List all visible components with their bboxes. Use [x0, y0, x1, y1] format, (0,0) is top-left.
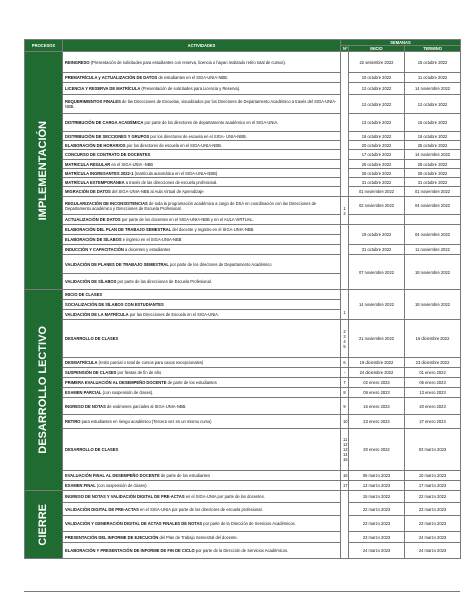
start-date: 19 diciembre 2022 [349, 358, 405, 368]
activity-row: ACTUALIZACIÓN DE DATOS por parte de los docentes en el SIGA-UNIA-NBB y en el AULA VIRTUAL. [63, 215, 341, 225]
start-date: 13 marzo 2023 [349, 481, 405, 491]
end-date: 28 octubre 2022 [405, 160, 461, 169]
end-date: 14 noviembre 2022 [405, 150, 461, 160]
week-number: 1 [341, 290, 349, 320]
activity-row: INDUCCIÓN Y CAPACITACIÓN a docentes y estudiantes [63, 245, 341, 255]
week-number: 7 [341, 378, 349, 388]
activity-row: REINGRESO (Presentación de solicitudes para estudiantes con reserva, licencia o hayan realizado retiro total de cursos). [63, 52, 341, 73]
process-desarrollo-lectivo: DESARROLLO LECTIVO [25, 290, 63, 491]
week-number: 16 [341, 471, 349, 481]
end-date: 16 diciembre 2022 [405, 320, 461, 358]
activity-row: VALIDACIÓN DE SÍLABOS por parte de las direcciones de Escuela Profesional. [63, 274, 341, 290]
end-date: 15 octubre 2022 [405, 52, 461, 73]
start-date: 16 enero 2023 [349, 398, 405, 415]
end-date: 23 marzo 2023 [405, 516, 461, 532]
start-date: 02 enero 2023 [349, 378, 405, 388]
end-date: 10 marzo 2023 [405, 471, 461, 481]
activity-row: LICENCIA Y RESERVA DE MATRÍCULA (Presentación de solicitudes para Licencia y Reserva). [63, 83, 341, 95]
activity-row: VALIDACIÓN DE PLANES DE TRABAJO SEMESTRAL por parte de los directores de Departamento Académico [63, 255, 341, 274]
end-date: 24 marzo 2023 [405, 532, 461, 543]
activity-row: DISTRIBUCIÓN DE CARGA ACADÉMICA por parte de los directores de departamento académico en el SIGA-UNIA. [63, 114, 341, 132]
start-date: 22 marzo 2023 [349, 503, 405, 516]
activity-row: MATRICULA REGULAR en el SIGA-UNIA -NBB [63, 160, 341, 169]
activity-row: EXAMEN FINAL (con suspensión de clases). [63, 481, 341, 491]
end-date: 16 octubre 2022 [405, 114, 461, 132]
start-date: 01 noviembre 2022 [349, 187, 405, 197]
process-implementacion: IMPLEMENTACIÓN [25, 52, 63, 290]
end-date: 18 noviembre 2022 [405, 255, 461, 290]
end-date: 25 octubre 2022 [405, 141, 461, 150]
week-number [341, 225, 349, 290]
start-date: 07 noviembre 2022 [349, 255, 405, 290]
start-date: 10 octubre 2022 [349, 73, 405, 83]
start-date [349, 215, 405, 225]
header-semanas: SEMANAS [341, 40, 461, 46]
activity-row: DESARROLLO DE CLASES [63, 320, 341, 358]
start-date: 09 enero 2023 [349, 388, 405, 398]
start-date: 23 marzo 2023 [349, 532, 405, 543]
week-number: - [341, 368, 349, 378]
end-date: 01 noviembre 2022 [405, 187, 461, 197]
activity-row: EVALUACIÓN FINAL AL DESEMPEÑO DOCENTE de parte de los estudiantes [63, 471, 341, 481]
start-date: 21 noviembre 2022 [349, 320, 405, 358]
start-date: 12 octubre 2022 [349, 95, 405, 114]
start-date: 12 octubre 2022 [349, 83, 405, 95]
end-date: 20 enero 2023 [405, 398, 461, 415]
activity-row: DESMATRÍCULA (retiro parcial o total de cursos para casos excepcionales) [63, 358, 341, 368]
end-date: 17 marzo 2023 [405, 481, 461, 491]
start-date: 26 octubre 2022 [349, 160, 405, 169]
calendar-table [24, 39, 461, 559]
activity-row: ELABORACIÓN DEL PLAN DE TRABAJO SEMESTRAL del docente y registro en el SIGA-UNIA-NBB. [63, 225, 341, 235]
activity-row: MATRÍCULA EXTEMPORÁNEA a través de las direcciones de escuela profesional. [63, 178, 341, 187]
activity-row: ELABORACIÓN Y PRESENTACIÓN DE INFORME DE FIN DE CICLO por parte de la Dirección de Servicios Académicos. [63, 543, 341, 559]
start-date: 23 marzo 2023 [349, 516, 405, 532]
end-date: 27 enero 2023 [405, 415, 461, 429]
end-date: 22 marzo 2022 [405, 491, 461, 503]
start-date: 02 noviembre 2022 [349, 197, 405, 215]
activity-row: PREMATRÍCULA y ACTUALIZACIÓN DE DATOS de estudiantes en el SIGA-UNIA-NBB. [63, 73, 341, 83]
activity-row: MATRÍCULA INGRESANTES 2022-1 (matrícula automática en el SIGA-UNIA-NBB). [63, 169, 341, 178]
end-date: 13 enero 2023 [405, 388, 461, 398]
start-date: 15 marzo 2022 [349, 491, 405, 503]
start-date: 19 octubre 2022 [349, 225, 405, 245]
start-date: 23 enero 2023 [349, 415, 405, 429]
week-number: 11 12 13 14 15 [341, 429, 349, 471]
activity-row: INICIO DE CLASES [63, 290, 341, 300]
end-date: 14 noviembre 2022 [405, 83, 461, 95]
table-bottom-border [24, 591, 460, 596]
end-date: 04 noviembre 2022 [405, 225, 461, 245]
activity-row: SUSPENSIÓN DE CLASES por fiestas de fin de año [63, 368, 341, 378]
activity-row: SOCIALIZACIÓN DE SÍLABOS CON ESTUDIANTES [63, 300, 341, 310]
start-date: 30 enero 2022 [349, 429, 405, 471]
week-number: 10 [341, 415, 349, 429]
activity-row: EXAMEN PARCIAL (con suspensión de clases). [63, 388, 341, 398]
header-procesos: PROCESOS [25, 40, 63, 52]
activity-row: VALIDACIÓN DIGITAL DE PRE-ACTAS en el SIGA-UNIA por parte de los directores de escuela profesional. [63, 503, 341, 516]
activity-row: VALIDACIÓN DE LA MATRÍCULA por las Direcciones de Escuela en el SIGA-UNIA. [63, 310, 341, 320]
start-date: 31 octubre 2022 [349, 245, 405, 255]
end-date: 11 octubre 2022 [405, 73, 461, 83]
activity-row: DESARROLLO DE CLASES [63, 429, 341, 471]
header-termino: TERMINO [405, 46, 461, 52]
end-date: 18 noviembre 2022 [405, 290, 461, 320]
activity-row: PRIMERA EVALUACIÓN AL DESEMPEÑO DOCENTE de parte de los estudiantes [63, 378, 341, 388]
start-date: 20 octubre 2022 [349, 141, 405, 150]
week-number: 6 [341, 358, 349, 368]
end-date: 03 marzo 2023 [405, 429, 461, 471]
header-inicio: INICIO [349, 46, 405, 52]
start-date: 17 octubre 2022 [349, 150, 405, 160]
start-date: 31 octubre 2022 [349, 178, 405, 187]
end-date: 19 octubre 2022 [405, 132, 461, 141]
activity-row: REQUERIMIENTOS FINALES de las Direcciones de Escuelas, visualizados por los Directores de Departamento Académico a través del SIGA-UNIA-NBB. [63, 95, 341, 114]
activity-row: REGULARIZACIÓN DE INCONSISTENCIAS de toda la programación académica a cargo de DSA en coordinación con las Direcciones de Departamento académico y Direcciones de Escuela Profesional. [63, 197, 341, 215]
week-number: 17 [341, 481, 349, 491]
end-date: 04 noviembre 2022 [405, 197, 461, 215]
end-date: 12 octubre 2022 [405, 95, 461, 114]
activity-row: ELABORACIÓN DE HORARIOS por los directores de escuela en el SIGA-UNIA-NBB. [63, 141, 341, 150]
start-date: 14 noviembre 2022 [349, 290, 405, 320]
end-date: 23 diciembre 2022 [405, 358, 461, 368]
start-date: 19 octubre 2022 [349, 132, 405, 141]
activity-row: INGRESO DE NOTAS Y VALIDACIÓN DIGITAL DE PRE-ACTAS en el SIGA-UNIA por parte de los docentes. [63, 491, 341, 503]
activity-row: VALIDACIÓN Y GENERACIÓN DIGITAL DE ACTAS FINALES DE NOTAS por parte de la Dirección de Servicios Académicos. [63, 516, 341, 532]
week-number: 2 3 4 5 [341, 320, 349, 358]
start-date: 24 diciembre 2022 [349, 368, 405, 378]
end-date: 01 enero 2022 [405, 368, 461, 378]
end-date: 06 enero 2023 [405, 378, 461, 388]
end-date [405, 215, 461, 225]
activity-row: PRESENTACIÓN DEL INFORME DE EJECUCIÓN del Plan de Trabajo Semestral del docente. [63, 532, 341, 543]
activity-row: RETIRO para estudiantes en riesgo académico (Tercera vez en un mismo curso) [63, 415, 341, 429]
process-cierre: CIERRE [25, 491, 63, 559]
end-date: 24 marzo 2023 [405, 543, 461, 559]
activity-row: MIGRACIÓN DE DATOS del SIGA-UNIA-NBB al Aula Virtual de Aprendizaje [63, 187, 341, 197]
week-number: 8 [341, 388, 349, 398]
activity-row: DISTRIBUCIÓN DE SECCIONES Y GRUPOS por los directores de escuela en el SIGA- UNIA-NBB. [63, 132, 341, 141]
week-number: 1 2 [341, 197, 349, 225]
start-date: 22 setiembre 2022 [349, 52, 405, 73]
activity-row: ELABORACIÓN DE SÍLABOS e ingreso en el SIGA-UNIA-NBB [63, 235, 341, 245]
header-numero: N° [341, 46, 349, 52]
activity-row: CONCURSO DE CONTRATO DE DOCENTES [63, 150, 341, 160]
start-date: 13 octubre 2022 [349, 114, 405, 132]
end-date: 11 noviembre 2022 [405, 245, 461, 255]
week-number: 9 [341, 398, 349, 415]
end-date: 31 octubre 2022 [405, 178, 461, 187]
end-date: 28 octubre 2022 [405, 169, 461, 178]
start-date: 24 marzo 2023 [349, 543, 405, 559]
start-date: 26 octubre 2022 [349, 169, 405, 178]
header-actividades: ACTIVIDADES [63, 40, 341, 52]
end-date: 23 marzo 2023 [405, 503, 461, 516]
week-number [341, 52, 349, 197]
start-date: 06 marzo 2023 [349, 471, 405, 481]
week-number [341, 491, 349, 559]
activity-row: INGRESO DE NOTAS de exámenes parciales al SIGA-UNIA-NBB. [63, 398, 341, 415]
